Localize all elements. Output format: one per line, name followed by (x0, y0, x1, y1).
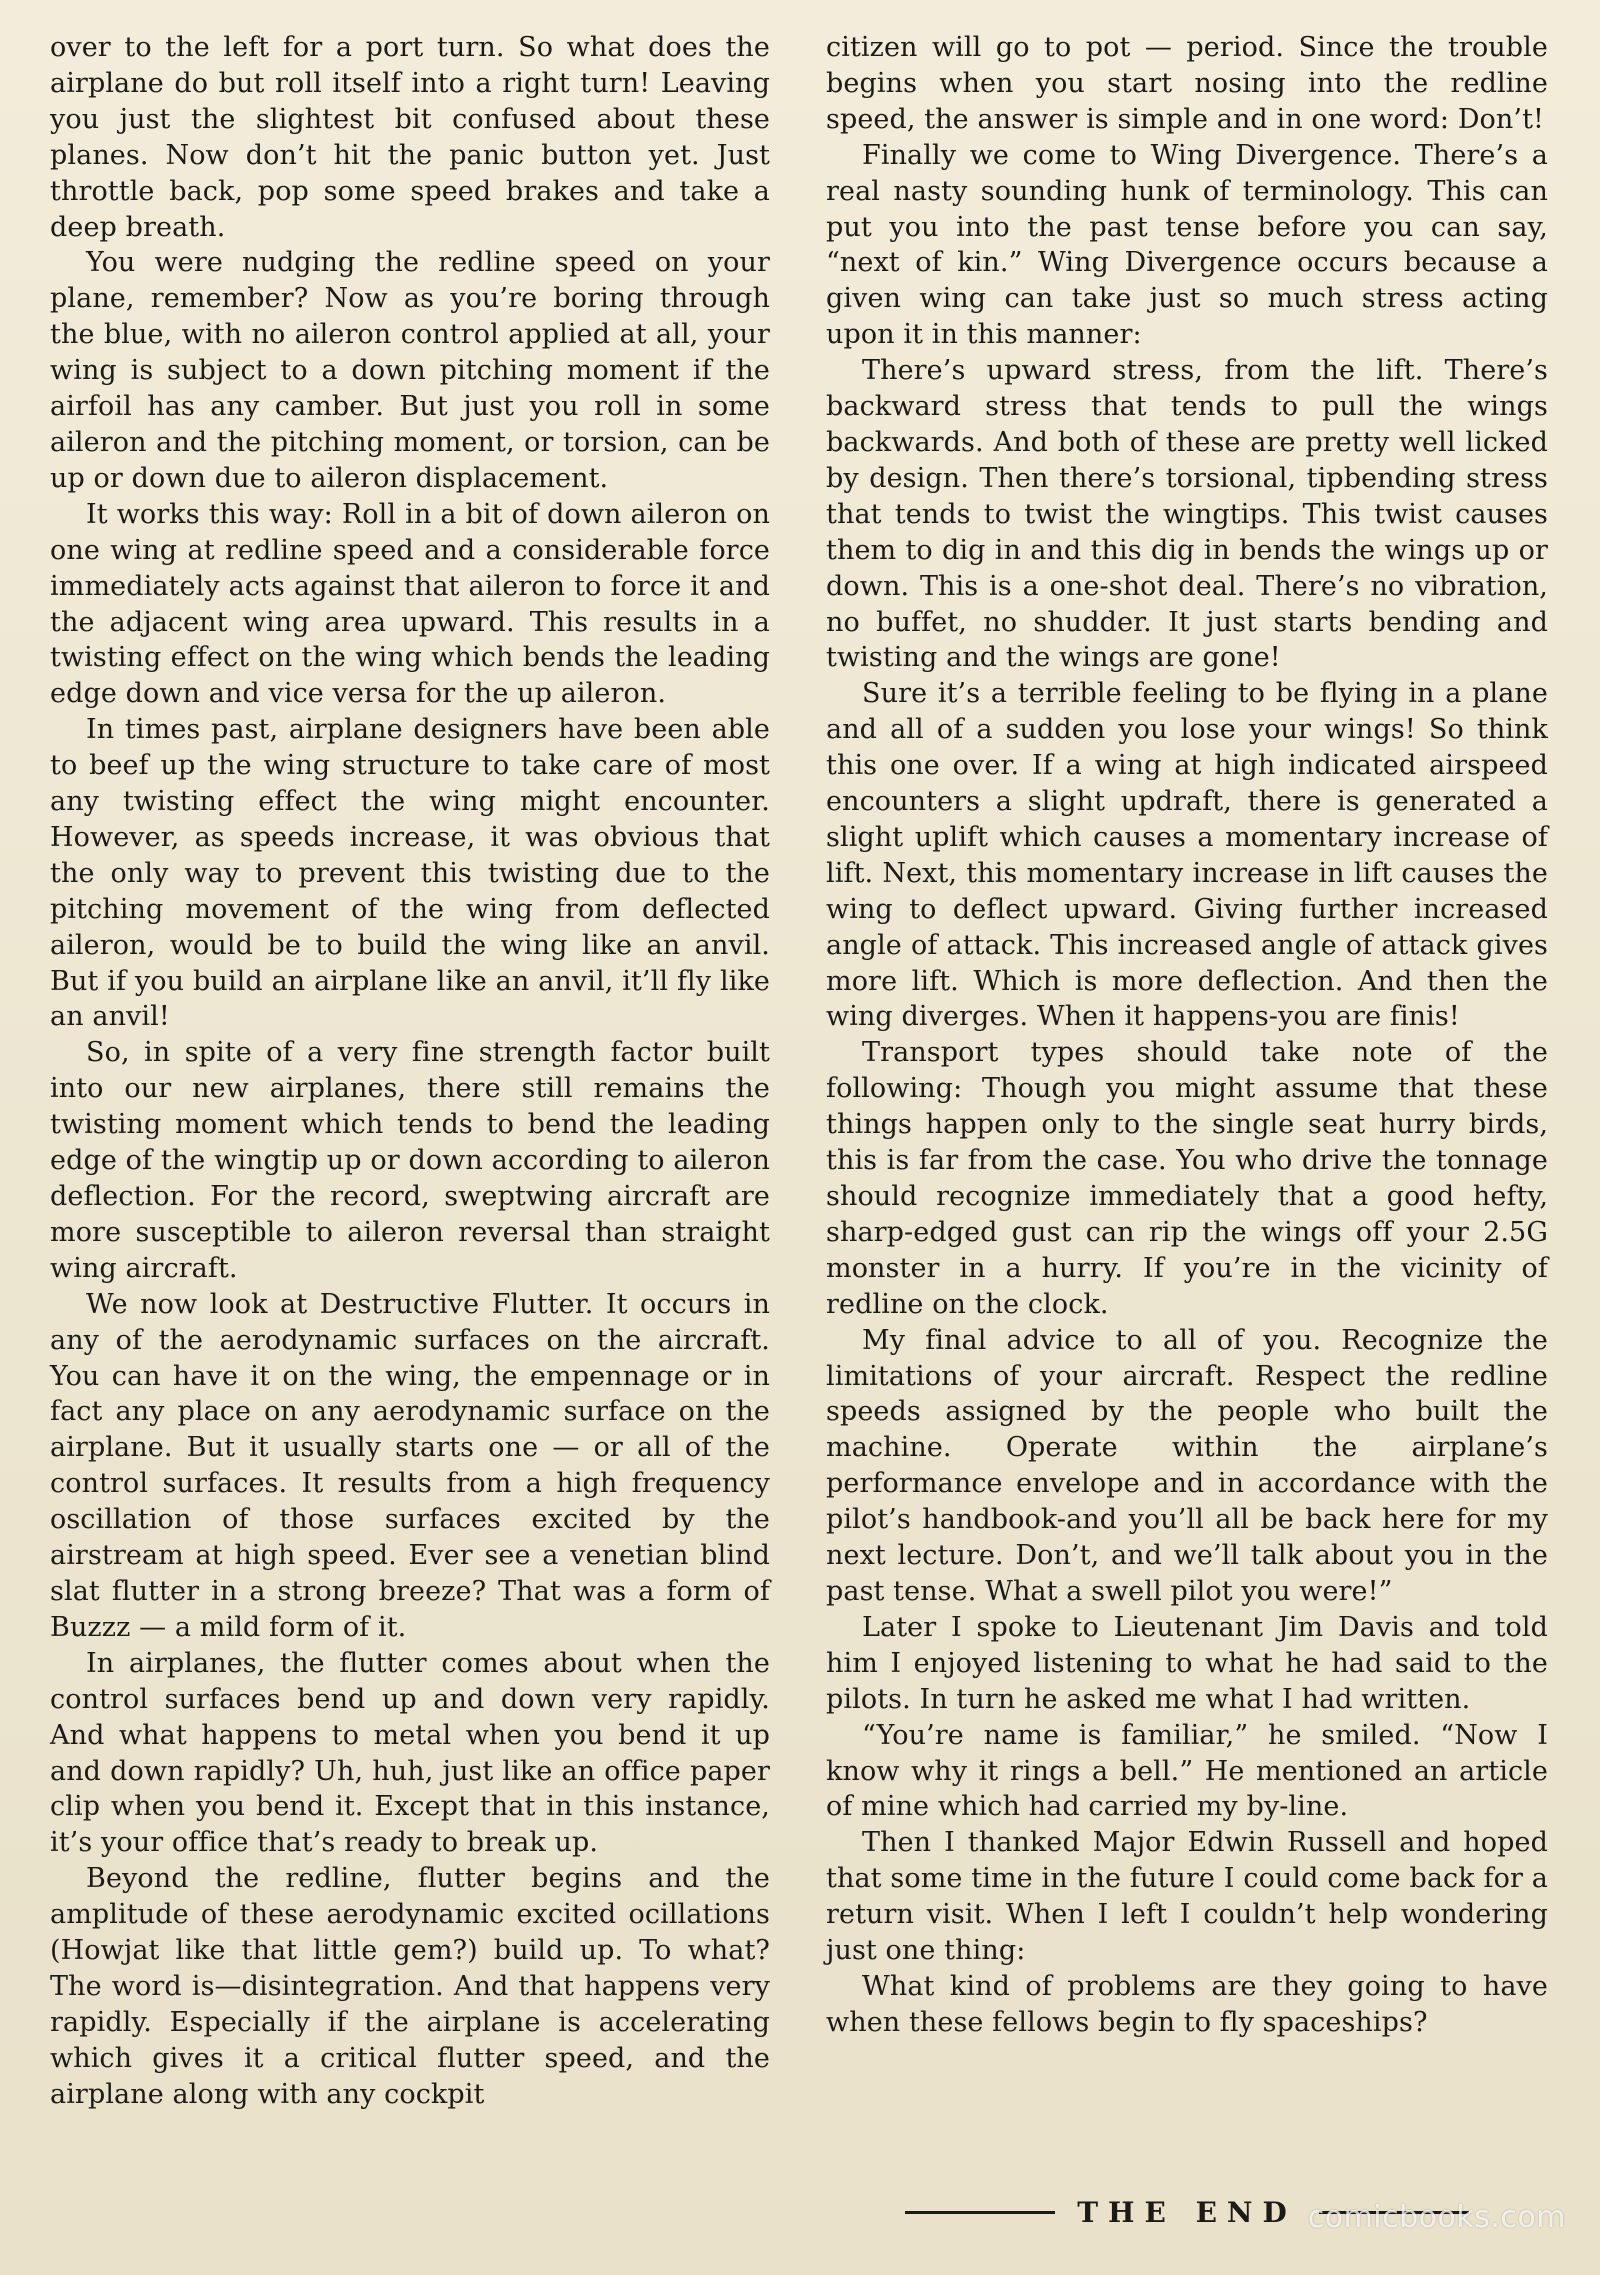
paragraph: We now look at Destructive Flutter. It occurs in any of the aerodynamic surfaces on the aircraft. You can have it on the wing, the empennage or in fact any place on any aerodynamic surface on the airplane. But it usually starts one — or all of the control surfaces. It results from a high frequency oscillation of those surfaces excited by the airstream at high speed. Ever see a venetian blind slat flutter in a strong breeze? That was a form of Buzzz — a mild form of it. (50, 1288, 770, 1643)
paragraph: It works this way: Roll in a bit of down aileron on one wing at redline speed and a considerable force immediately acts against that aileron to force it and the adjacent wing area upward. This results in a twisting effect on the wing which bends the leading edge down and vice versa for the up aileron. (50, 498, 770, 710)
paragraph: What kind of problems are they going to have when these fellows begin to fly spaceships? (826, 1970, 1548, 2038)
watermark: comicbooks.com (1307, 2200, 1566, 2235)
end-text: THE END (1077, 2195, 1297, 2229)
paragraph: In times past, airplane designers have been able to beef up the wing structure to take care of most any twisting effect the wing might encounter. However, as speeds increase, it was obvious that the only way to prevent this twisting due to the pitching movement of the wing from deflected aileron, would be to build the wing like an anvil. But if you build an airplane like an anvil, it’ll fly like an anvil! (50, 714, 770, 1033)
paragraph: Finally we come to Wing Divergence. There’s a real nasty sounding hunk of terminology. This can put you into the past tense before you can say, “next of kin.” Wing Divergence occurs because a given wing can take just so much stress acting upon it in this manner: (826, 139, 1548, 351)
paragraph: Beyond the redline, flutter begins and the amplitude of these aerodynamic excited ocillations (Howjat like that little gem?) build up. To what? The word is—disintegration. And that happens very rapidly. Especially if the airplane is accelerating which gives it a critical flutter speed, and the airplane along with any cockpit (50, 1863, 770, 2110)
article-left-column (50, 30, 770, 2113)
paragraph: There’s upward stress, from the lift. There’s backward stress that tends to pull the wings backwards. And both of these are pretty well licked by design. Then there’s torsional, tipbending stress that tends to twist the wingtips. This twist causes them to dig in and this dig in bends the wings up or down. This is a one-shot deal. There’s no vibration, no buffet, no shudder. It just starts bending and twisting and the wings are gone! (826, 355, 1548, 674)
paragraph: In airplanes, the flutter comes about when the control surfaces bend up and down very rapidly. And what happens to metal when you bend it up and down rapidly? Uh, huh, just like an office paper clip when you bend it. Except that in this instance, it’s your office that’s ready to break up. (50, 1647, 770, 1859)
paragraph: “You’re name is familiar,” he smiled. “Now I know why it rings a bell.” He mentioned an article of mine which had carried my by-line. (826, 1719, 1548, 1823)
paragraph: Then I thanked Major Edwin Russell and hoped that some time in the future I could come back for a return visit. When I left I couldn’t help wondering just one thing: (826, 1827, 1548, 1967)
article-right-column (826, 30, 1548, 2041)
paragraph: citizen will go to pot — period. Since the trouble begins when you start nosing into the redline speed, the answer is simple and in one word: Don’t! (826, 32, 1548, 135)
paragraph: You were nudging the redline speed on your plane, remember? Now as you’re boring through the blue, with no aileron control applied at all, your wing is subject to a down pitching moment if the airfoil has any camber. But just you roll in some aileron and the pitching moment, or torsion, can be up or down due to aileron displacement. (50, 247, 770, 494)
paragraph: Transport types should take note of the following: Though you might assume that these things happen only to the single seat hurry birds, this is far from the case. You who drive the tonnage should recognize immediately that a good hefty, sharp-edged gust can rip the wings off your 2.5G monster in a hurry. If you’re in the vicinity of redline on the clock. (826, 1037, 1548, 1320)
end-rule-left (905, 2211, 1055, 2214)
paragraph: over to the left for a port turn. So what does the airplane do but roll itself into a right turn! Leaving you just the slightest bit confused about these planes. Now don’t hit the panic button yet. Just throttle back, pop some speed brakes and take a deep breath. (50, 32, 770, 243)
paragraph: Sure it’s a terrible feeling to be flying in a plane and all of a sudden you lose your wings! So think this one over. If a wing at high indicated airspeed encounters a slight updraft, there is generated a slight uplift which causes a momentary increase of lift. Next, this momentary increase in lift causes the wing to deflect upward. Giving further increased angle of attack. This increased angle of attack gives more lift. Which is more deflection. And then the wing diverges. When it happens-you are finis! (826, 678, 1548, 1033)
paragraph: So, in spite of a very fine strength factor built into our new airplanes, there still remains the twisting moment which tends to bend the leading edge of the wingtip up or down according to aileron deflection. For the record, sweptwing aircraft are more susceptible to aileron reversal than straight wing aircraft. (50, 1037, 770, 1284)
paragraph: Later I spoke to Lieutenant Jim Davis and told him I enjoyed listening to what he had said to the pilots. In turn he asked me what I had written. (826, 1611, 1548, 1715)
paragraph: My final advice to all of you. Recognize the limitations of your aircraft. Respect the redline speeds assigned by the people who built the machine. Operate within the airplane’s performance envelope and in accordance with the pilot’s handbook-and you’ll all be back here for my next lecture. Don’t, and we’ll talk about you in the past tense. What a swell pilot you were!” (826, 1324, 1548, 1607)
